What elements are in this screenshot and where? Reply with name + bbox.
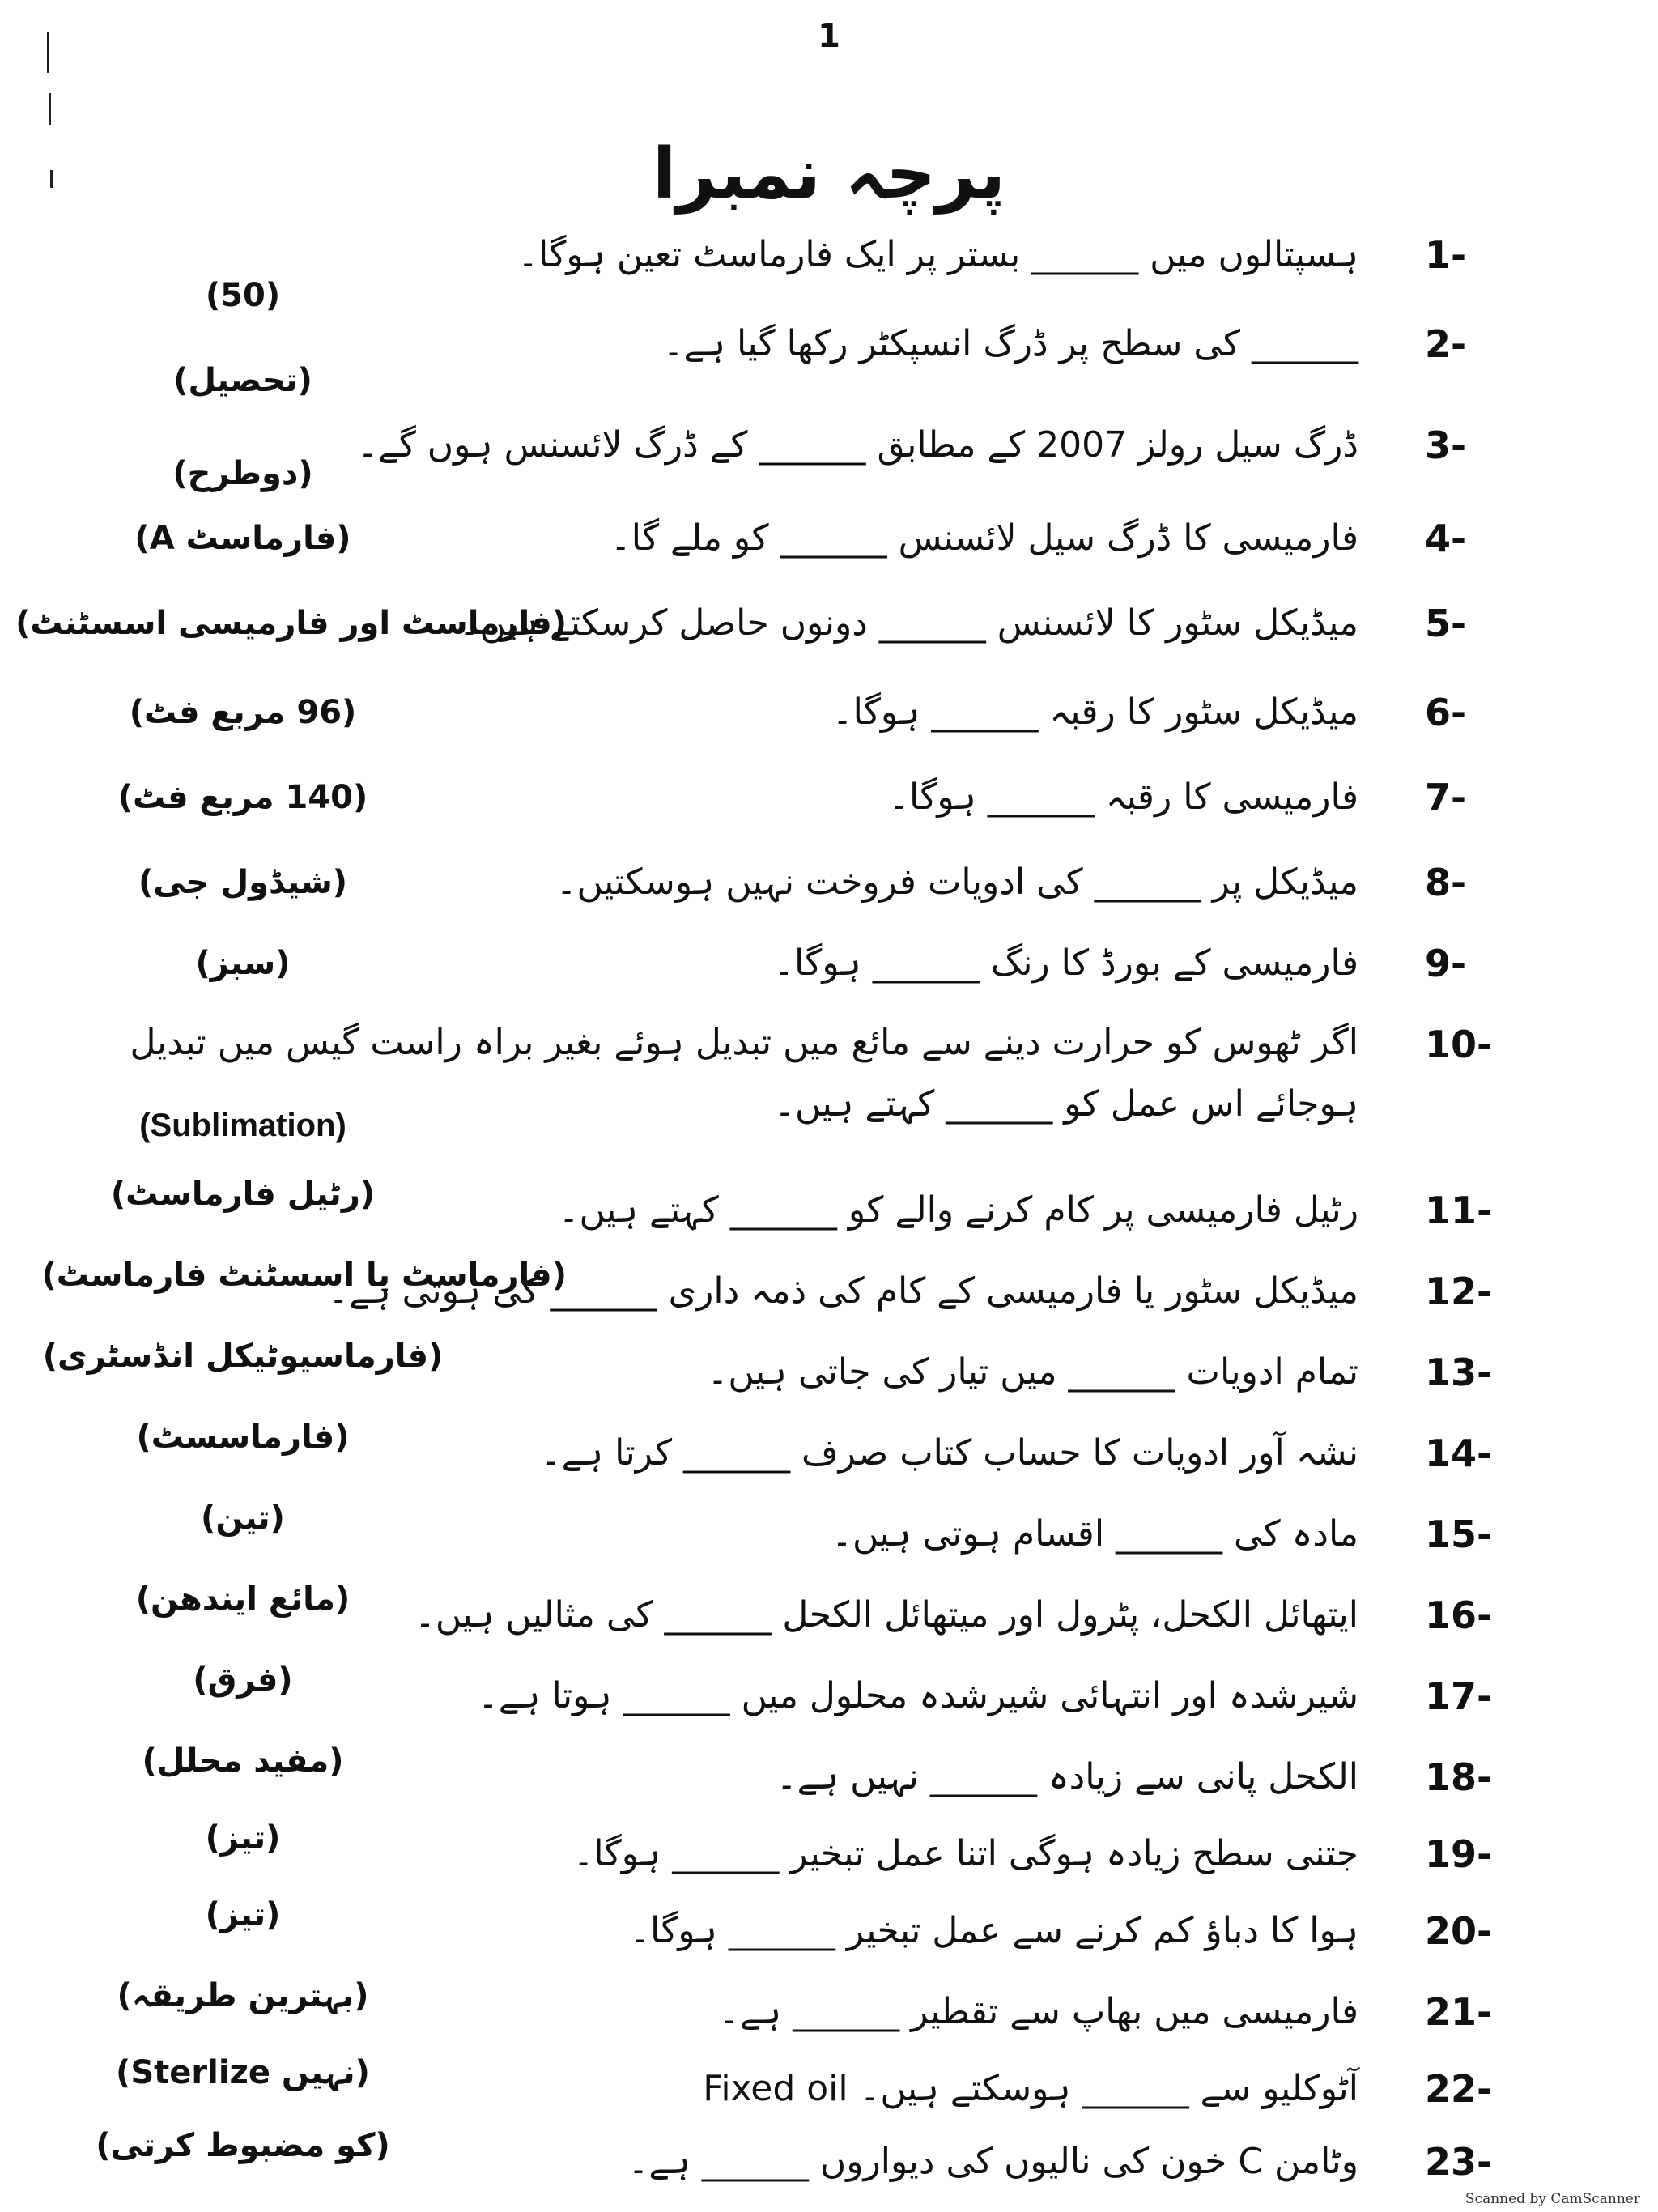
- question-row: [0, 1661, 1658, 1729]
- question-number: 11-: [1425, 1189, 1493, 1232]
- question-row: [0, 1742, 1658, 1810]
- question-number: 6-: [1425, 691, 1467, 734]
- question-row: [0, 1896, 1658, 1963]
- question-row: [0, 680, 1658, 745]
- question-text: رٹیل فارمیسی پر کام کرنے والے کو ______ کہتے ہیں۔: [558, 1189, 1358, 1231]
- question-text: فارمیسی کا رقبہ ______ ہوگا۔: [888, 776, 1358, 818]
- question-row: [0, 2054, 1658, 2121]
- question-row: [0, 506, 1658, 571]
- question-answer: (شیڈول جی): [138, 864, 348, 901]
- question-number: 19-: [1425, 1832, 1493, 1876]
- question-answer: (تین): [201, 1499, 285, 1537]
- question-text: فارمیسی میں بھاپ سے تقطیر ______ ہے۔: [718, 1991, 1358, 2032]
- question-row: [0, 1499, 1658, 1567]
- question-answer: (مائع ایندھن): [135, 1580, 351, 1618]
- question-row: [0, 413, 1658, 492]
- question-answer: (50): [205, 277, 281, 314]
- question-answer: (فارماسیوٹیکل انڈسٹری): [42, 1338, 444, 1375]
- question-number: 3-: [1425, 423, 1467, 467]
- question-number: 20-: [1425, 1909, 1493, 1953]
- question-number: 23-: [1425, 2140, 1493, 2184]
- question-number: 15-: [1425, 1512, 1493, 1556]
- question-answer: (مفید محلل): [142, 1742, 344, 1780]
- question-answer: (140 مربع فٹ): [117, 779, 368, 816]
- question-answer: (کو مضبوط کرتی): [96, 2127, 390, 2164]
- question-text: ایتھائل الکحل، پٹرول اور میتھائل الکحل ______ کی مثالیں ہیں۔: [414, 1594, 1358, 1636]
- question-number: 1-: [1425, 233, 1467, 277]
- question-text: فارمیسی کے بورڈ کا رنگ ______ ہوگا۔: [773, 942, 1358, 984]
- question-answer: (فرق): [193, 1661, 293, 1699]
- question-answer: (فارماسٹ اور فارمیسی اسسٹنٹ): [15, 605, 567, 642]
- question-number: 22-: [1425, 2067, 1493, 2111]
- question-text: جتنی سطح زیادہ ہوگی اتنا عمل تبخیر ______ ہوگا۔: [572, 1833, 1358, 1874]
- question-text: ہوا کا دباؤ کم کرنے سے عمل تبخیر ______ ہوگا۔: [629, 1910, 1358, 1951]
- question-answer: (سبز): [195, 945, 291, 982]
- question-answer: (رٹیل فارماسٹ): [110, 1176, 376, 1213]
- question-text: ______ کی سطح پر ڈرگ انسپکٹر رکھا گیا ہے۔: [662, 323, 1358, 364]
- scan-mark-3: [50, 170, 53, 188]
- question-number: 2-: [1425, 322, 1467, 366]
- question-answer: (بہترین طریقہ): [117, 1977, 369, 2014]
- question-row: [0, 1580, 1658, 1648]
- question-number: 21-: [1425, 1990, 1493, 2034]
- question-number: 8-: [1425, 861, 1467, 904]
- question-row: [0, 1259, 1658, 1324]
- question-text: میڈیکل سٹور کا لائسنس ______ دونوں حاصل کرسکتے ہیں۔: [458, 602, 1358, 644]
- page-title: پرچہ نمبرا: [652, 134, 1006, 215]
- question-text: میڈیکل سٹور کا رقبہ ______ ہوگا۔: [831, 691, 1358, 733]
- question-row: [0, 931, 1658, 996]
- question-number: 5-: [1425, 602, 1467, 645]
- question-text: میڈیکل سٹور یا فارمیسی کے کام کی ذمہ داری ______ کی ہوتی ہے۔: [328, 1270, 1358, 1312]
- question-row: [0, 765, 1658, 830]
- question-row: [0, 2129, 1658, 2194]
- question-answer: (Sublimation): [139, 1108, 346, 1143]
- question-text: Fixed oil آٹوکلیو سے ______ ہوسکتے ہیں۔: [703, 2068, 1358, 2109]
- question-row: [0, 1340, 1658, 1405]
- question-number: 17-: [1425, 1674, 1493, 1718]
- question-row: [0, 1178, 1658, 1243]
- question-answer: (تیز): [205, 1896, 281, 1933]
- question-answer: (تحصیل): [173, 362, 312, 399]
- answer-row: [0, 348, 1658, 413]
- question-text: ڈرگ سیل رولز 2007 کے مطابق ______ کے ڈرگ لائسنس ہوں گے۔: [357, 424, 1358, 466]
- question-row: [0, 850, 1658, 915]
- question-text: وٹامن C خون کی نالیوں کی دیواروں ______ ہے۔: [627, 2141, 1358, 2182]
- question-text: مادہ کی ______ اقسام ہوتی ہیں۔: [831, 1513, 1358, 1555]
- scanner-footer: Scanned by CamScanner: [1465, 2191, 1640, 2207]
- question-answer: (فارماسسٹ): [136, 1419, 350, 1456]
- question-text: ہسپتالوں میں ______ بستر پر ایک فارماسٹ تعین ہوگا۔: [517, 234, 1358, 275]
- question-text: شیرشدہ اور انتہائی شیرشدہ محلول میں ______ ہوتا ہے۔: [478, 1675, 1358, 1716]
- question-text: فارمیسی کا ڈرگ سیل لائسنس ______ کو ملے گا۔: [610, 517, 1358, 559]
- question-number: 10-: [1425, 1023, 1493, 1066]
- page-number: 1: [818, 18, 840, 55]
- question-number: 18-: [1425, 1755, 1493, 1799]
- question-answer: (فارماسٹ یا اسسٹنٹ فارماسٹ): [41, 1257, 567, 1294]
- question-number: 13-: [1425, 1351, 1493, 1394]
- question-row: [0, 1819, 1658, 1887]
- question-row: [0, 1977, 1658, 2044]
- question-text: میڈیکل پر ______ کی ادویات فروخت نہیں ہوسکتیں۔: [555, 861, 1358, 903]
- question-number: 16-: [1425, 1593, 1493, 1637]
- question-answer: (Sterlize نہیں): [116, 2054, 370, 2091]
- question-answer: (تیز): [205, 1819, 281, 1857]
- question-text: تمام ادویات ______ میں تیار کی جاتی ہیں۔: [707, 1351, 1358, 1393]
- question-number: 7-: [1425, 776, 1467, 819]
- question-row: [0, 1421, 1658, 1486]
- question-text: نشہ آور ادویات کا حساب کتاب صرف ______ کرتا ہے۔: [540, 1432, 1358, 1474]
- question-answer: (96 مربع فٹ): [129, 694, 357, 731]
- question-text: الکحل پانی سے زیادہ ______ نہیں ہے۔: [776, 1756, 1358, 1797]
- question-number: 9-: [1425, 942, 1467, 985]
- question-number: 12-: [1425, 1270, 1493, 1313]
- question-number: 14-: [1425, 1431, 1493, 1475]
- scan-mark-2: [49, 93, 51, 125]
- scan-mark-1: [47, 32, 49, 73]
- question-row: [0, 1012, 1658, 1143]
- question-row: [0, 591, 1658, 656]
- question-answer: (دوطرح): [172, 455, 313, 492]
- question-number: 4-: [1425, 517, 1467, 560]
- question-text: اگر ٹھوس کو حرارت دینے سے مائع میں تبدیل ہوئے بغیر براہ راست گیس میں تبدیل ہوجائے اس عمل کو ______ کہتے ہیں۔: [130, 1022, 1358, 1125]
- question-answer: (A فارماسٹ): [134, 520, 351, 557]
